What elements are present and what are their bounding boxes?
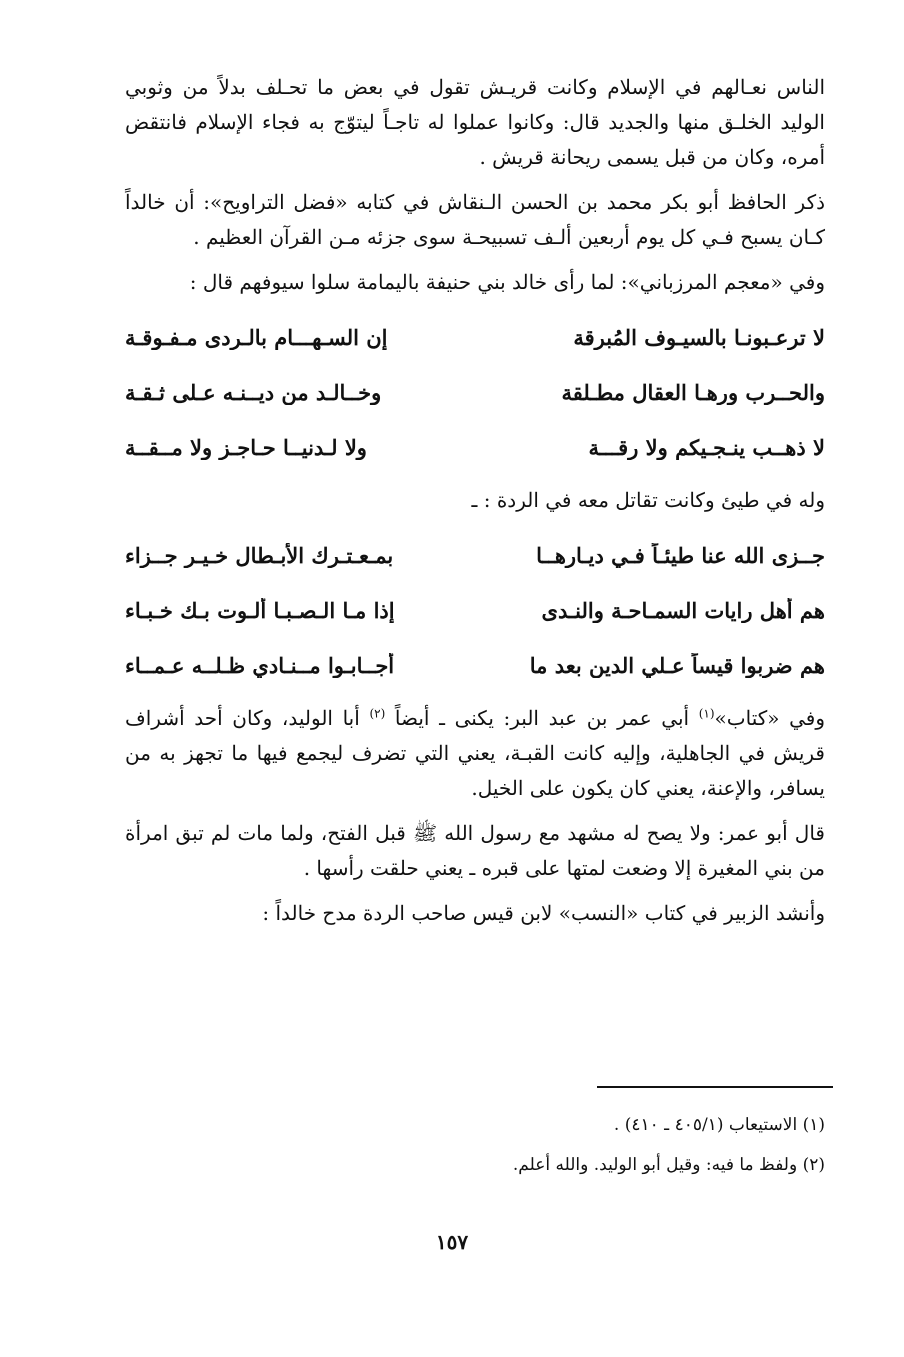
paragraph-5 <box>125 701 825 806</box>
poem-1 <box>125 310 825 475</box>
footnote-ref-1: (١) <box>698 706 715 721</box>
verse-row <box>125 528 825 583</box>
footnote-1: (١) الاستيعاب (٤٠٥/١ ـ ٤١٠) . <box>613 1115 825 1135</box>
verse-first-hemistich: هم أهل رايات السمـاحـة والنـدى <box>541 598 825 623</box>
verse-first-hemistich: جــزى الله عنا طيئـاً فـي ديـارهــا <box>536 543 825 568</box>
paragraph-5-start: وفي «كتاب» <box>714 706 825 730</box>
verse-second-hemistich: إذا مـا الـصـبـا ألـوت بـك خـبـاء <box>125 598 395 623</box>
footnote-2: (٢) ولفظ ما فيه: وقيل أبو الوليد. والله أعلم. <box>512 1155 825 1175</box>
paragraph-5-middle: أبي عمر بن عبد البر: يكنى ـ أيضاً <box>385 706 699 730</box>
verse-first-hemistich: لا ترعـبونـا بالسيـوف المُبرقة <box>573 325 825 350</box>
footnotes <box>125 1105 825 1185</box>
paragraph-3: وفي «معجم المرزباني»: لما رأى خالد بني حنيفة باليمامة سلوا سيوفهم قال : <box>189 270 825 294</box>
paragraph-7: وأنشد الزبير في كتاب «النسب» لابن قيس صاحب الردة مدح خالداً : <box>262 901 825 925</box>
verse-first-hemistich: لا ذهــب ينـجـيكم ولا رقـــة <box>588 435 825 460</box>
verse-second-hemistich: بمـعـتـرك الأبـطال خـيـر جــزاء <box>125 543 394 568</box>
paragraph-6: قال أبو عمر: ولا يصح له مشهد مع رسول الله ﷺ قبل الفتح، ولما مات لم تبق امرأة من بني المغيرة إلا وضعت لمتها على قبره ـ يعني حلقت رأسها . <box>125 821 825 880</box>
verse-row <box>125 583 825 638</box>
verse-row <box>125 365 825 420</box>
paragraph-2: ذكر الحافظ أبو بكر محمد بن الحسن الـنقاش في كتابه «فضل التراويح»: أن خالداً كـان يسبح فـي كل يوم أربعين ألـف تسبيحـة سوى جزئه مـن القرآن العظيم . <box>125 190 826 249</box>
verse-row <box>125 638 825 693</box>
poem-2 <box>125 528 825 693</box>
verse-second-hemistich: إن السـهـــام بالـردى مـفـوقـة <box>125 325 388 350</box>
page-body <box>125 70 825 941</box>
verse-second-hemistich: وخــالـد من ديــنـه عـلى ثـقـة <box>125 380 382 405</box>
paragraph-1: الناس نعـالهم في الإسلام وكانت قريـش تقول في بعض ما تحـلف بدلاً من وثوبي الوليد الخلـق منها والجديد قال: وكانوا عملوا له تاجـاً ليتوّج به فجاء الإسلام فانتقض أمره، وكان من قبل يسمى ريحانة قريش . <box>125 75 825 169</box>
verse-second-hemistich: أجــابـوا مــنـادي ظـلــه عـمــاء <box>125 653 395 678</box>
footnote-ref-2: (٢) <box>369 706 386 721</box>
verse-first-hemistich: والحــرب ورهـا العقال مطـلقة <box>561 380 825 405</box>
verse-second-hemistich: ولا لـدنيــا حـاجـز ولا مــقــة <box>125 435 367 460</box>
footnote-divider <box>597 1086 833 1088</box>
verse-first-hemistich: هم ضربوا قيساً عـلي الدين بعد ما <box>529 653 825 678</box>
paragraph-5-end: أبا الوليد، وكان أحد أشراف قريش في الجاهلية، وإليه كانت القبـة، يعني التي تضرف ليجمع فيها ما تجهز به من يسافر، والإعنة، يعني كان يكون على الخيل. <box>125 706 825 800</box>
paragraph-4: وله في طيئ وكانت تقاتل معه في الردة : ـ <box>471 488 825 512</box>
verse-row <box>125 420 825 475</box>
verse-row <box>125 310 825 365</box>
page-number: ١٥٧ <box>435 1230 469 1254</box>
